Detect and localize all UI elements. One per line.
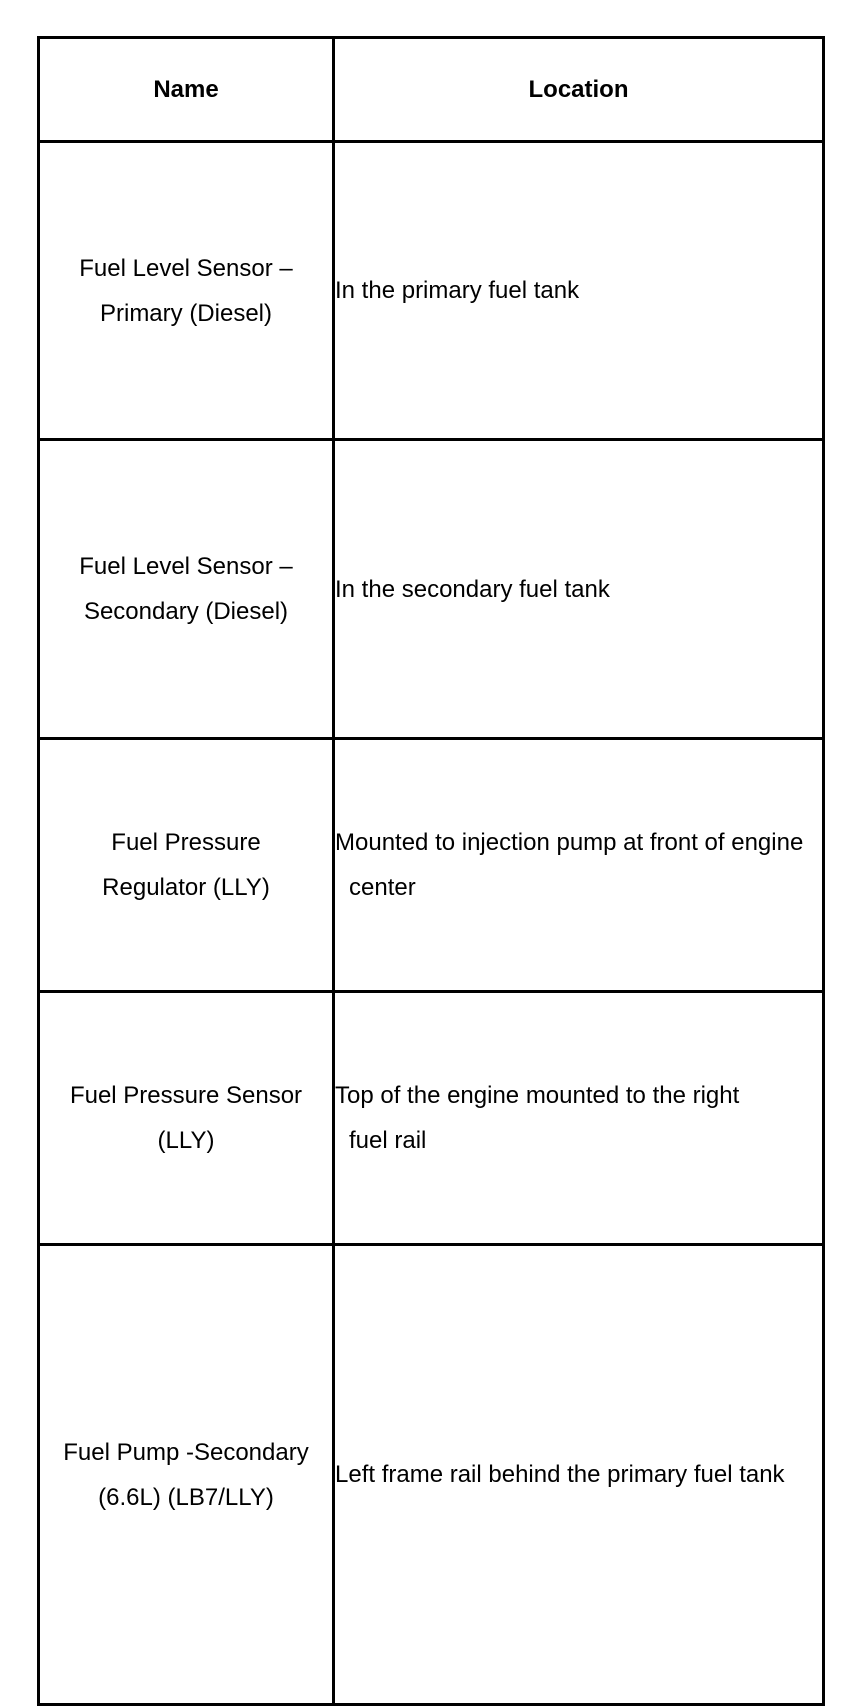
name-cell (39, 739, 334, 992)
component-location: In the primary fuel tank (335, 277, 580, 304)
component-name: Fuel Pump -Secondary (6.6L) (LB7/LLY) (63, 1438, 309, 1511)
table-header (39, 38, 824, 142)
location-cell (334, 1245, 824, 1705)
name-cell (39, 440, 334, 739)
table-body (39, 142, 824, 1705)
component-name: Fuel Level Sensor – Secondary (Diesel) (79, 553, 293, 625)
location-cell (334, 440, 824, 739)
name-cell (39, 1245, 334, 1705)
name-cell (39, 992, 334, 1245)
component-location: Mounted to injection pump at front of engine center (335, 829, 804, 901)
header-name: Name (39, 38, 334, 142)
name-cell (39, 142, 334, 440)
header-row (39, 38, 824, 142)
table-row (39, 1245, 824, 1705)
component-location-table (37, 36, 825, 1706)
component-name: Fuel Level Sensor – Primary (Diesel) (79, 254, 293, 327)
table-row (39, 739, 824, 992)
header-location: Location (334, 38, 824, 142)
component-location: In the secondary fuel tank (335, 575, 610, 603)
component-name: Fuel Pressure Regulator (LLY) (102, 829, 270, 901)
table-row (39, 142, 824, 440)
component-location: Top of the engine mounted to the right fuel rail (335, 1082, 740, 1154)
location-cell (334, 739, 824, 992)
table-row (39, 992, 824, 1245)
component-location: Left frame rail behind the primary fuel tank (335, 1461, 785, 1488)
location-cell (334, 992, 824, 1245)
location-cell (334, 142, 824, 440)
component-name: Fuel Pressure Sensor (LLY) (69, 1082, 303, 1154)
table-row (39, 440, 824, 739)
